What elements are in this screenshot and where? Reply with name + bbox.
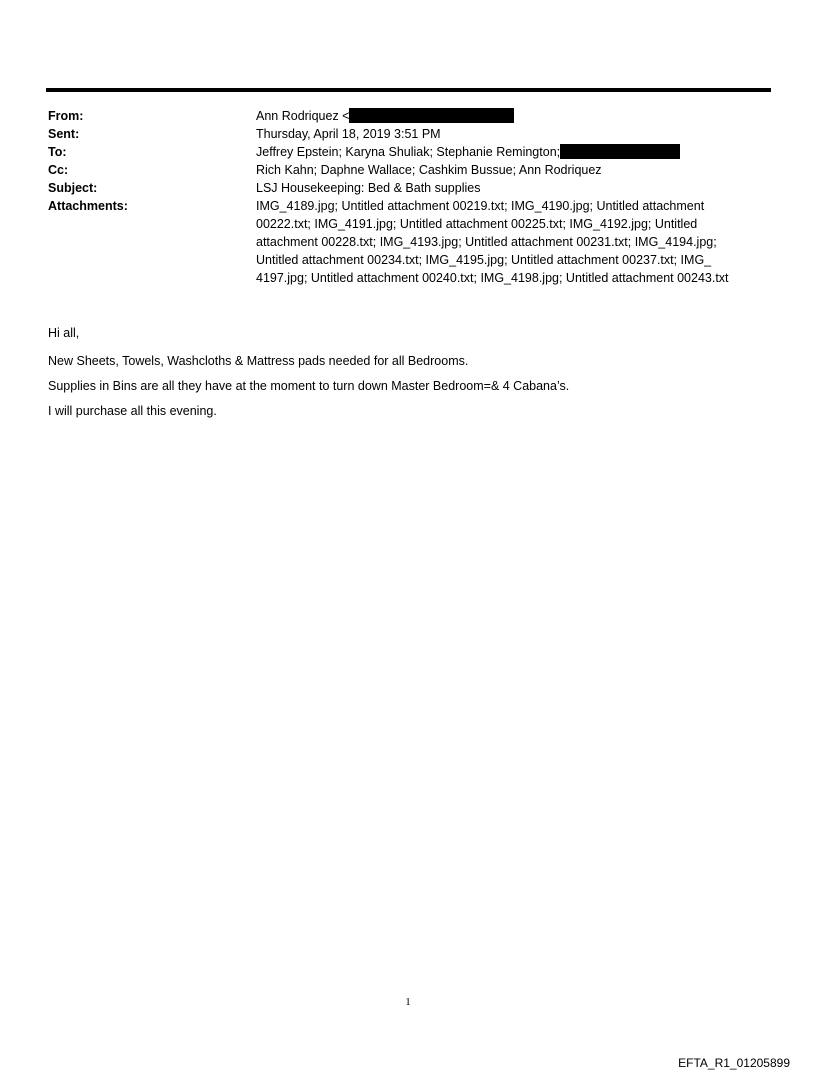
cc-row [48,161,770,179]
page-number: 1 [405,996,411,1008]
email-header [48,107,770,287]
attachments-value [256,197,770,287]
attachments-line: attachment 00228.txt; IMG_4193.jpg; Untitled attachment 00231.txt; IMG_4194.jpg; [256,235,717,249]
attachments-line: IMG_4189.jpg; Untitled attachment 00219.txt; IMG_4190.jpg; Untitled attachment [256,199,705,213]
subject-label: Subject: [48,181,98,195]
header-rule [46,88,771,92]
sent-value: Thursday, April 18, 2019 3:51 PM [256,127,441,141]
attachments-line: Untitled attachment 00234.txt; IMG_4195.jpg; Untitled attachment 00237.txt; IMG_ [256,253,712,267]
document-id: EFTA_R1_01205899 [678,1056,790,1070]
from-row [48,107,770,125]
redaction-box [349,108,514,123]
to-row [48,143,770,161]
cc-label: Cc: [48,163,69,177]
attachments-label: Attachments: [48,199,128,213]
from-name: Ann Rodriquez < [256,109,350,123]
subject-row [48,179,770,197]
from-value [256,107,770,125]
greeting: Hi all, [48,326,80,340]
cc-value: Rich Kahn; Daphne Wallace; Cashkim Bussue; Ann Rodriquez [256,163,602,177]
to-label: To: [48,145,67,159]
sent-label: Sent: [48,127,80,141]
body-paragraph: I will purchase all this evening. [48,404,217,418]
body-paragraph: New Sheets, Towels, Washcloths & Mattress pads needed for all Bedrooms. [48,354,469,368]
from-label: From: [48,109,84,123]
email-body [48,325,768,428]
attachments-line: 4197.jpg; Untitled attachment 00240.txt; IMG_4198.jpg; Untitled attachment 00243.txt [256,271,729,285]
subject-value: LSJ Housekeeping: Bed & Bath supplies [256,181,481,195]
body-paragraph: Supplies in Bins are all they have at the moment to turn down Master Bedroom=& 4 Cabana’s. [48,379,570,393]
to-recipients: Jeffrey Epstein; Karyna Shuliak; Stephanie Remington; [256,145,561,159]
redaction-box [560,144,680,159]
attachments-line: 00222.txt; IMG_4191.jpg; Untitled attachment 00225.txt; IMG_4192.jpg; Untitled [256,217,698,231]
sent-row [48,125,770,143]
to-value [256,143,770,161]
attachments-row [48,197,770,287]
